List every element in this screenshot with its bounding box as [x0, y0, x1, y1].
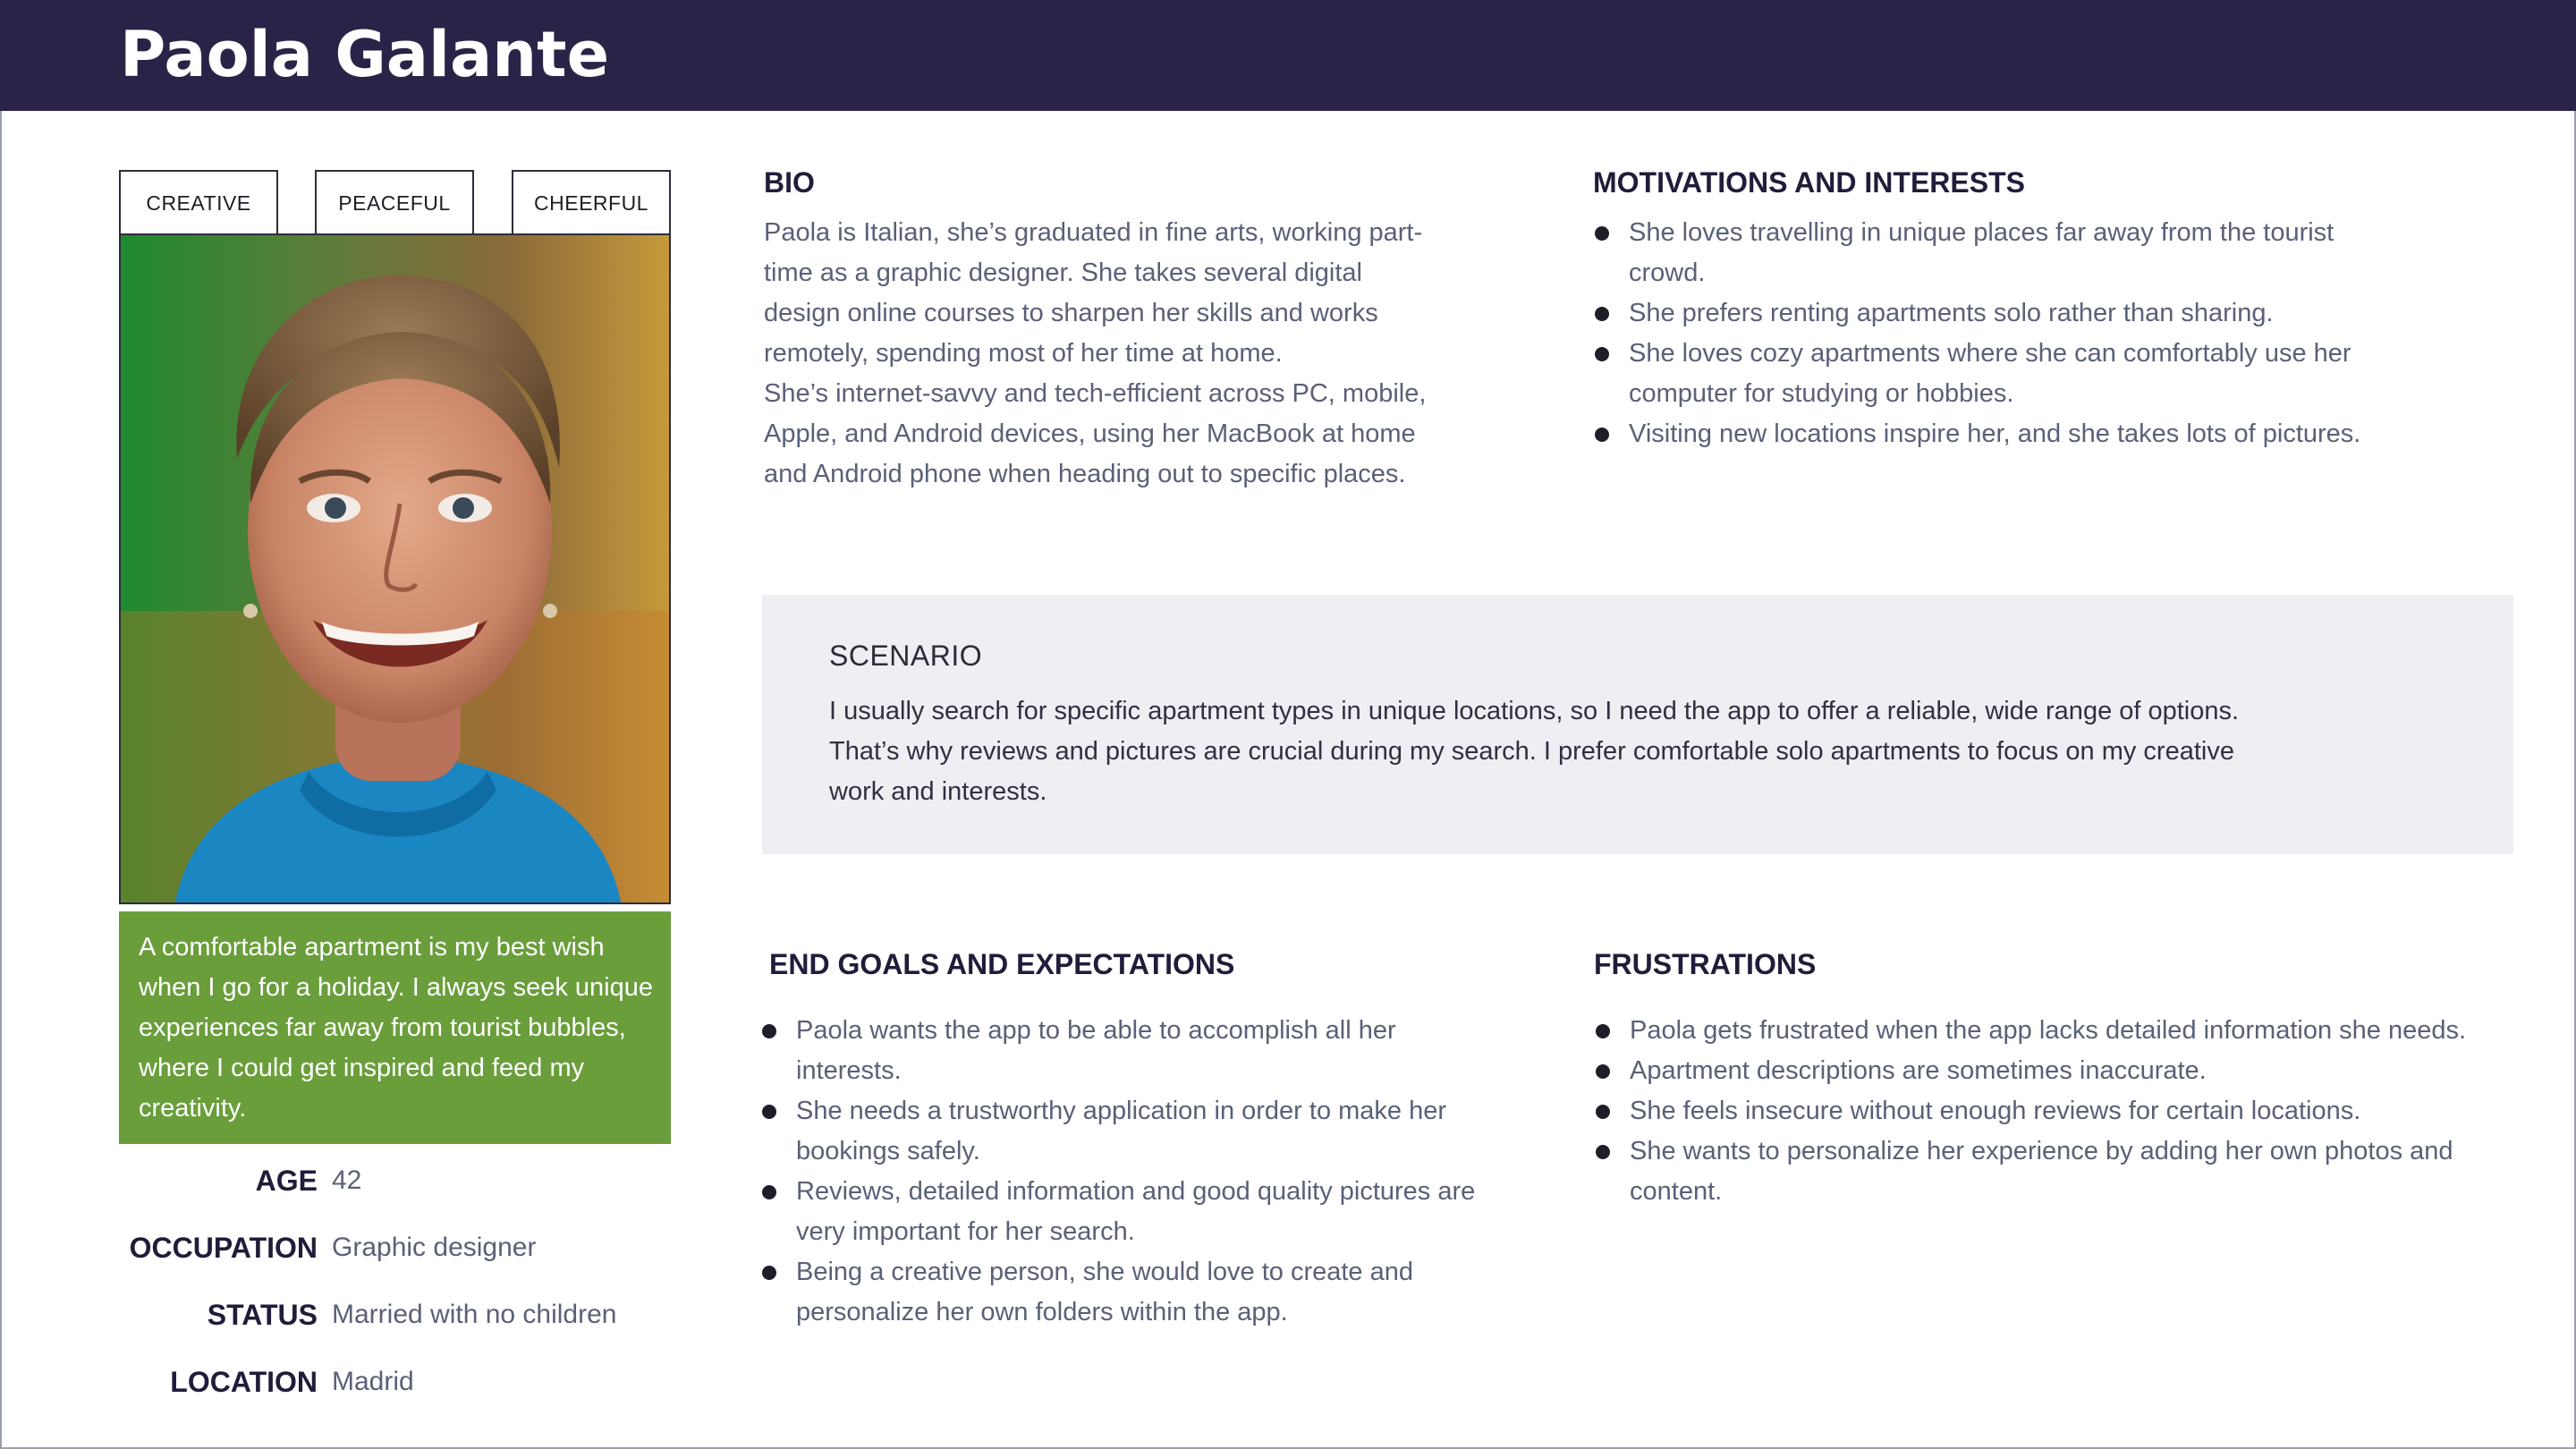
bio-title: BIO	[764, 166, 815, 199]
bio-line: design online courses to sharpen her skills and works	[764, 299, 1378, 327]
motivations-list	[1593, 213, 2416, 454]
scenario-panel	[762, 595, 2513, 854]
frustrations-list	[1594, 1011, 2470, 1212]
list-item: She wants to personalize her experience by adding her own photos and content.	[1594, 1131, 2470, 1212]
persona-facts	[119, 1158, 745, 1427]
bio-line: remotely, spending most of her time at home.	[764, 339, 1283, 368]
list-item: Paola gets frustrated when the app lacks detailed information she needs.	[1594, 1011, 2470, 1051]
list-item: Paola wants the app to be able to accomplish all her interests.	[760, 1011, 1503, 1091]
fact-value: Graphic designer	[332, 1233, 537, 1262]
fact-label: OCCUPATION	[129, 1232, 318, 1264]
goals-title: END GOALS AND EXPECTATIONS	[769, 948, 1235, 980]
list-item: Reviews, detailed information and good quality pictures are very important for her search.	[760, 1172, 1503, 1252]
list-item: She loves cozy apartments where she can comfortably use her computer for studying or hobbies.	[1593, 334, 2416, 414]
portrait-photo	[119, 233, 671, 904]
goals-list	[760, 1011, 1503, 1333]
list-item: She needs a trustworthy application in order to make her bookings safely.	[760, 1091, 1503, 1172]
bio-line: and Android phone when heading out to specific places.	[764, 460, 1406, 488]
fact-status	[119, 1292, 745, 1360]
fact-label: STATUS	[207, 1299, 318, 1331]
persona-name: Paola Galante	[120, 18, 610, 91]
bio-line: Apple, and Android devices, using her MacBook at home	[764, 419, 1416, 448]
fact-label: AGE	[255, 1165, 318, 1197]
bio-line: She’s internet-savvy and tech-efficient across PC, mobile,	[764, 379, 1427, 408]
list-item: She feels insecure without enough reviews for certain locations.	[1594, 1091, 2470, 1131]
fact-value: Madrid	[332, 1367, 414, 1396]
fact-value: 42	[332, 1165, 362, 1195]
scenario-text	[829, 691, 2350, 812]
list-item: Visiting new locations inspire her, and she takes lots of pictures.	[1593, 414, 2416, 454]
portrait-illustration	[121, 235, 671, 904]
list-item: Apartment descriptions are sometimes inaccurate.	[1594, 1051, 2470, 1091]
bio-line: Paola is Italian, she’s graduated in fine arts, working part-	[764, 218, 1423, 247]
tag-peaceful: PEACEFUL	[315, 170, 474, 234]
persona-quote: A comfortable apartment is my best wish when I go for a holiday. I always seek unique experiences far away from tourist bubbles, where I could get inspired and feed my creativity.	[119, 911, 671, 1144]
fact-value: Married with no children	[332, 1300, 617, 1329]
fact-age	[119, 1158, 745, 1225]
fact-occupation	[119, 1225, 745, 1292]
bio-line: time as a graphic designer. She takes several digital	[764, 258, 1362, 287]
scenario-line: That’s why reviews and pictures are crucial during my search. I prefer comfortable solo apartments to focus on my creative	[829, 737, 2234, 766]
list-item: She prefers renting apartments solo rather than sharing.	[1593, 293, 2416, 334]
scenario-line: I usually search for specific apartment types in unique locations, so I need the app to offer a reliable, wide range of options.	[829, 697, 2240, 725]
list-item: She loves travelling in unique places far away from the tourist crowd.	[1593, 213, 2416, 293]
list-item: Being a creative person, she would love to create and personalize her own folders within the app.	[760, 1252, 1503, 1333]
tag-creative: CREATIVE	[119, 170, 278, 234]
motivations-title: MOTIVATIONS AND INTERESTS	[1593, 166, 2025, 199]
bio-text	[764, 213, 1497, 495]
fact-label: LOCATION	[170, 1366, 318, 1398]
scenario-title: SCENARIO	[829, 640, 983, 672]
scenario-line: work and interests.	[829, 777, 1047, 806]
frustrations-title: FRUSTRATIONS	[1594, 948, 1817, 980]
header-bar	[0, 0, 2576, 111]
tag-cheerful: CHEERFUL	[512, 170, 671, 234]
fact-location	[119, 1360, 745, 1427]
